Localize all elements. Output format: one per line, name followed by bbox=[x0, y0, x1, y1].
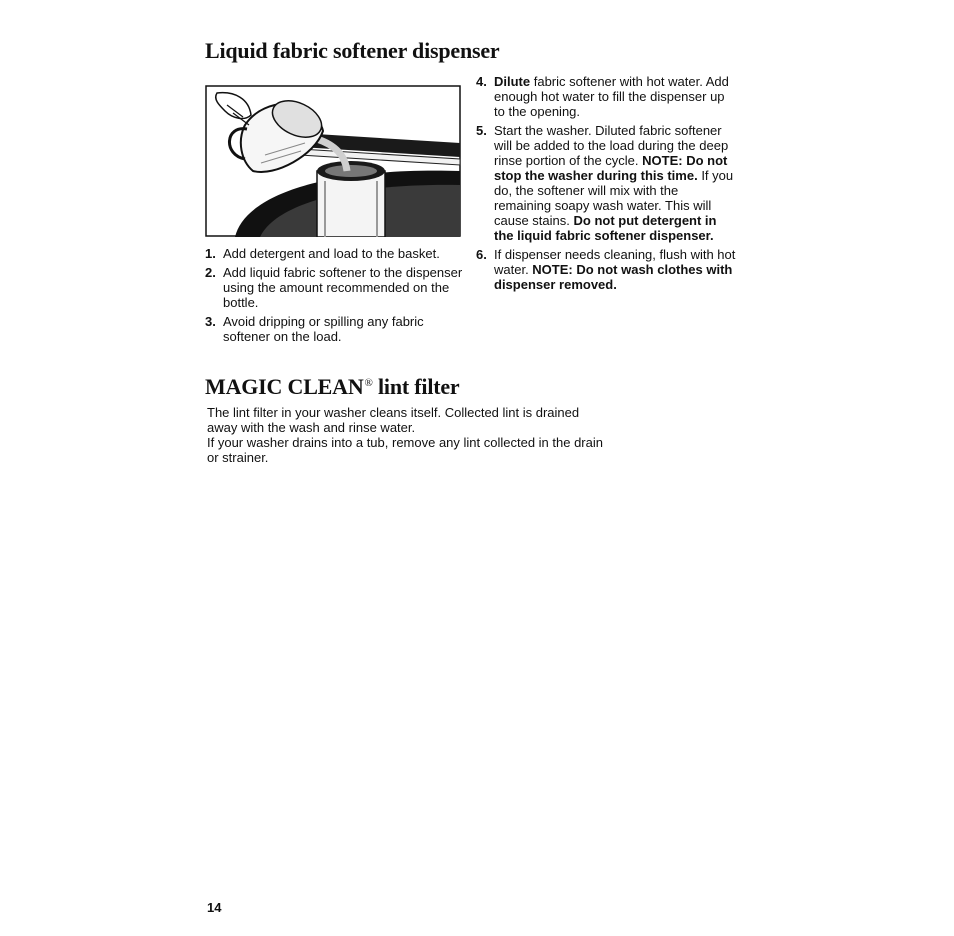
step-emphasis: Dilute bbox=[494, 74, 531, 89]
step-text: Add liquid fabric softener to the dispenser using the amount recommended on the bottle. bbox=[223, 265, 463, 310]
list-item bbox=[205, 265, 465, 310]
registered-mark: ® bbox=[364, 376, 373, 389]
list-item bbox=[476, 247, 738, 292]
list-item bbox=[205, 246, 465, 261]
step-text: If you do, the softener will mix with the remaining soapy wash water. This will cause stains. bbox=[494, 168, 734, 228]
step-warning: Do not put detergent in the liquid fabric softener dispenser. bbox=[494, 213, 717, 243]
lint-filter-description bbox=[207, 405, 607, 465]
step-text: If dispenser needs cleaning, flush with hot water. bbox=[494, 247, 736, 277]
section-title-fabric-softener: Liquid fabric softener dispenser bbox=[205, 38, 500, 63]
step-text: fabric softener with hot water. Add enough hot water to fill the dispenser up to the opening. bbox=[494, 74, 729, 119]
step-note: NOTE: Do not stop the washer during this time. bbox=[494, 153, 728, 183]
step-text: Avoid dripping or spilling any fabric softener on the load. bbox=[223, 314, 424, 344]
step-note: NOTE: Do not wash clothes with dispenser removed. bbox=[494, 262, 733, 292]
title-text: lint filter bbox=[372, 374, 460, 399]
page-number: 14 bbox=[207, 900, 222, 915]
softener-pouring-illustration bbox=[205, 85, 461, 237]
step-text: Start the washer. Diluted fabric softener will be added to the load during the deep rinse portion of the cycle. bbox=[494, 123, 729, 168]
step-number: 3. bbox=[205, 314, 216, 329]
step-number: 5. bbox=[476, 123, 487, 138]
list-item bbox=[205, 314, 465, 344]
paragraph: If your washer drains into a tub, remove any lint collected in the drain or strainer. bbox=[207, 435, 603, 465]
step-number: 4. bbox=[476, 74, 487, 89]
list-item bbox=[476, 74, 738, 119]
step-number: 6. bbox=[476, 247, 487, 262]
paragraph: The lint filter in your washer cleans itself. Collected lint is drained away with the wash and rinse water. bbox=[207, 405, 580, 435]
section-title-lint-filter bbox=[205, 374, 460, 400]
steps-list-right bbox=[476, 74, 738, 296]
step-text: Add detergent and load to the basket. bbox=[223, 246, 440, 261]
step-number: 2. bbox=[205, 265, 216, 280]
list-item bbox=[476, 123, 738, 243]
title-text: MAGIC CLEAN bbox=[205, 374, 364, 399]
step-number: 1. bbox=[205, 246, 216, 261]
steps-list-left bbox=[205, 246, 465, 348]
